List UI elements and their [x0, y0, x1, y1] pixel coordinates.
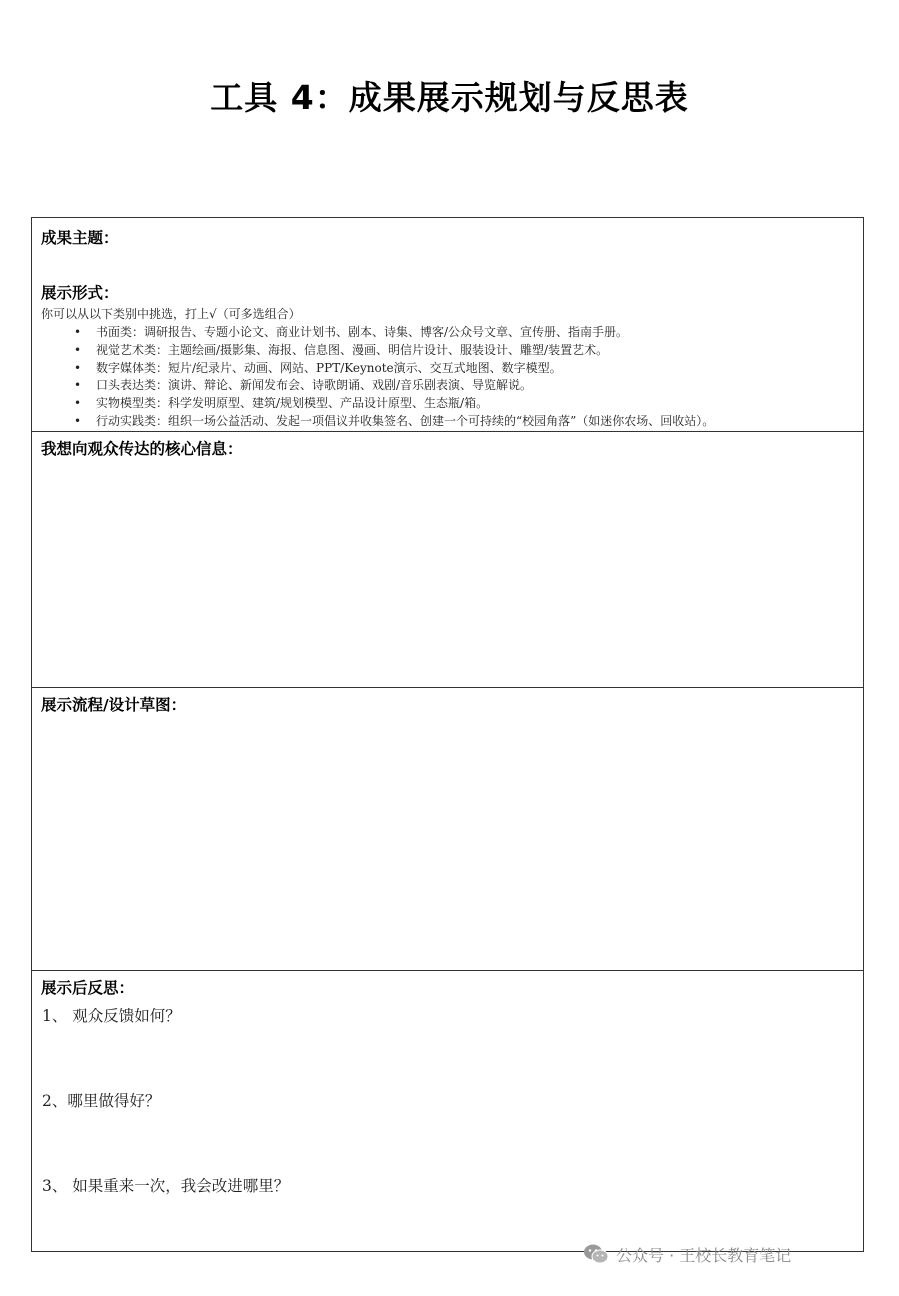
reflection-question-1: 1、 观众反馈如何？: [42, 1007, 181, 1025]
bullet-icon: •: [74, 413, 82, 428]
bullet-icon: •: [74, 396, 82, 411]
flow-section: [32, 687, 863, 970]
list-item: • 行动实践类：组织一场公益活动、发起一项倡议并收集签名、创建一个可持续的“校园角落”（如迷你农场、回收站）。: [74, 413, 714, 431]
bullet-icon: •: [74, 325, 82, 339]
format-category-list: [74, 324, 714, 431]
reflection-section: [32, 970, 863, 1252]
bullet-icon: •: [74, 342, 82, 357]
format-hint: 你可以从以下类别中挑选，打上√（可多选组合）: [41, 307, 301, 321]
bullet-icon: •: [74, 378, 82, 393]
reflection-label: 展示后反思：: [41, 979, 135, 997]
topic-label: 成果主题：: [41, 229, 119, 247]
reflection-question-2: 2、哪里做得好？: [42, 1092, 161, 1110]
list-item: • 实物模型类：科学发明原型、建筑/规划模型、产品设计原型、生态瓶/箱。: [74, 395, 714, 413]
list-item: • 口头表达类：演讲、辩论、新闻发布会、诗歌朗诵、戏剧/音乐剧表演、导览解说。: [74, 377, 714, 395]
flow-label: 展示流程/设计草图：: [41, 696, 187, 714]
page-title: 工具 4：成果展示规划与反思表: [210, 78, 689, 117]
format-label: 展示形式：: [41, 284, 119, 302]
bullet-icon: •: [74, 360, 82, 375]
planning-reflection-form: [31, 217, 864, 1252]
list-item: • 数字媒体类：短片/纪录片、动画、网站、PPT/Keynote演示、交互式地图、数字模型。: [74, 360, 714, 378]
reflection-question-3: 3、 如果重来一次，我会改进哪里？: [42, 1177, 290, 1195]
list-item: • 视觉艺术类：主题绘画/摄影集、海报、信息图、漫画、明信片设计、服装设计、雕塑/装置艺术。: [74, 342, 714, 360]
watermark-text: 公众号 · 王校长教育笔记: [616, 1245, 792, 1265]
list-item: • 书面类：调研报告、专题小论文、商业计划书、剧本、诗集、博客/公众号文章、宣传册、指南手册。: [74, 324, 714, 342]
watermark: [583, 1241, 791, 1267]
wechat-icon: [583, 1243, 609, 1265]
core-message-label: 我想向观众传达的核心信息：: [41, 440, 243, 458]
core-message-section: [32, 431, 863, 687]
topic-and-format-section: [32, 218, 863, 431]
